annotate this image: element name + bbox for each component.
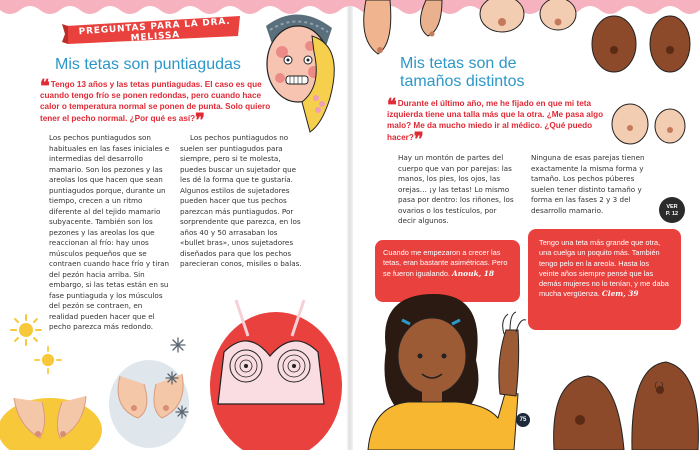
testimonial-text: Tengo una teta más grande que otra, una cuelga un poquito más. También tengo pelo en la areola. Hasta los veinte años siempre pensé que las demás mujeres no lo tenían, y me daba mucha vergüenza. [539, 238, 669, 299]
testimonial-text: Cuando me empezaron a crecer las tetas, eran bastante asimétricas. Pero se fueron igualando. [383, 248, 508, 278]
left-reader-question [40, 76, 272, 131]
testimonial-signature: Clem, 39 [601, 289, 639, 299]
quote-close-icon: ❞ [413, 128, 424, 150]
right-body-column-1: Hay un montón de partes del cuerpo que van por parejas: las manos, los pies, los ojos, las orejas… ¡y las tetas! Lo mismo pasa por dentro: los riñones, los ovarios o los testículos, por decir algunos. [398, 153, 514, 225]
see-page-badge[interactable] [659, 197, 685, 223]
uneven-breasts-illustration [608, 98, 692, 150]
right-question-text: Durante el último año, me he fijado en que mi teta izquierda tiene una talla más que la otra. ¿Me pasa algo malo? Me da mucho miedo ir al médico. ¿Qué puedo hacer? [387, 99, 604, 142]
right-body-column-2: Ninguna de esas parejas tienen exactamente la misma forma y tamaño. Los pechos púberes suelen tener distinto tamaño y forma en las fases 2 y 3 del desarrollo mamario. [531, 153, 645, 215]
right-section-title: Mis tetas son de tamaños distintos [400, 55, 525, 90]
doctor-illustration [252, 6, 344, 134]
testimonial-signature: Anouk, 18 [452, 268, 495, 278]
left-body-column-1: Los pechos puntiagudos son habituales en las fases iniciales e intermedias del desarrollo mamario. Son los pezones y las areolas los que hacen que sean puntiagudos porque, durante un tiempo, crecen a un ritmo diferente al del tejido mamario subyacente. También son los pezones y las areolas los que reaccionan al frío: hay unos músculos pequeños que se contraen cuando hace frío y tiran del pezón hacia arriba. Sin embargo, si las tetas están en su fase puntiaguda y los músculos del pezón se contraen, en realidad pueden hacer que el pecho parezca más redondo. [49, 133, 170, 331]
testimonial-bubble-clem [528, 229, 681, 330]
badge-line-1: VER [666, 204, 678, 210]
left-question-text: Tengo 13 años y las tetas puntiagudas. El caso es que cuando tengo frío se ponen redondas, pero cuando hace calor o temperatura normal se ponen de punta. Solo quiero tener el pecho normal. ¿Por qué es así? [40, 80, 271, 123]
quote-close-icon: ❞ [195, 109, 205, 131]
pointy-breasts-warm-illustration [0, 368, 104, 450]
right-reader-question [387, 95, 612, 150]
snowflake-icon [164, 336, 192, 426]
asymmetric-breasts-illustration [552, 360, 700, 450]
quote-open-icon: ❝ [387, 95, 397, 116]
sun-icon [10, 314, 42, 346]
quote-open-icon: ❝ [40, 76, 50, 97]
left-section-title: Mis tetas son puntiagudas [55, 56, 241, 73]
bullet-bra-illustration [196, 296, 346, 450]
doctor-banner-text: PREGUNTAS PARA LA DRA. MELISSA [78, 16, 231, 44]
left-body-column-2: Los pechos puntiagudos no suelen ser puntiagudos para siempre, pero si te molesta, puedes buscar un sujetador que les dé la forma que te gustaría. Algunos estilos de sujetadores pueden hacer que tus pechos parezcan más puntiagudos. Por sorprendente que parezca, en los años 40 y 50 arrasaban los «bullet bras», unos sujetadores diseñados para que los pechos parecieran conos, misiles o balas. [180, 133, 302, 268]
girl-waving-illustration [358, 290, 530, 450]
badge-line-2: P. 12 [665, 210, 679, 217]
page-number: 75 [516, 413, 530, 427]
